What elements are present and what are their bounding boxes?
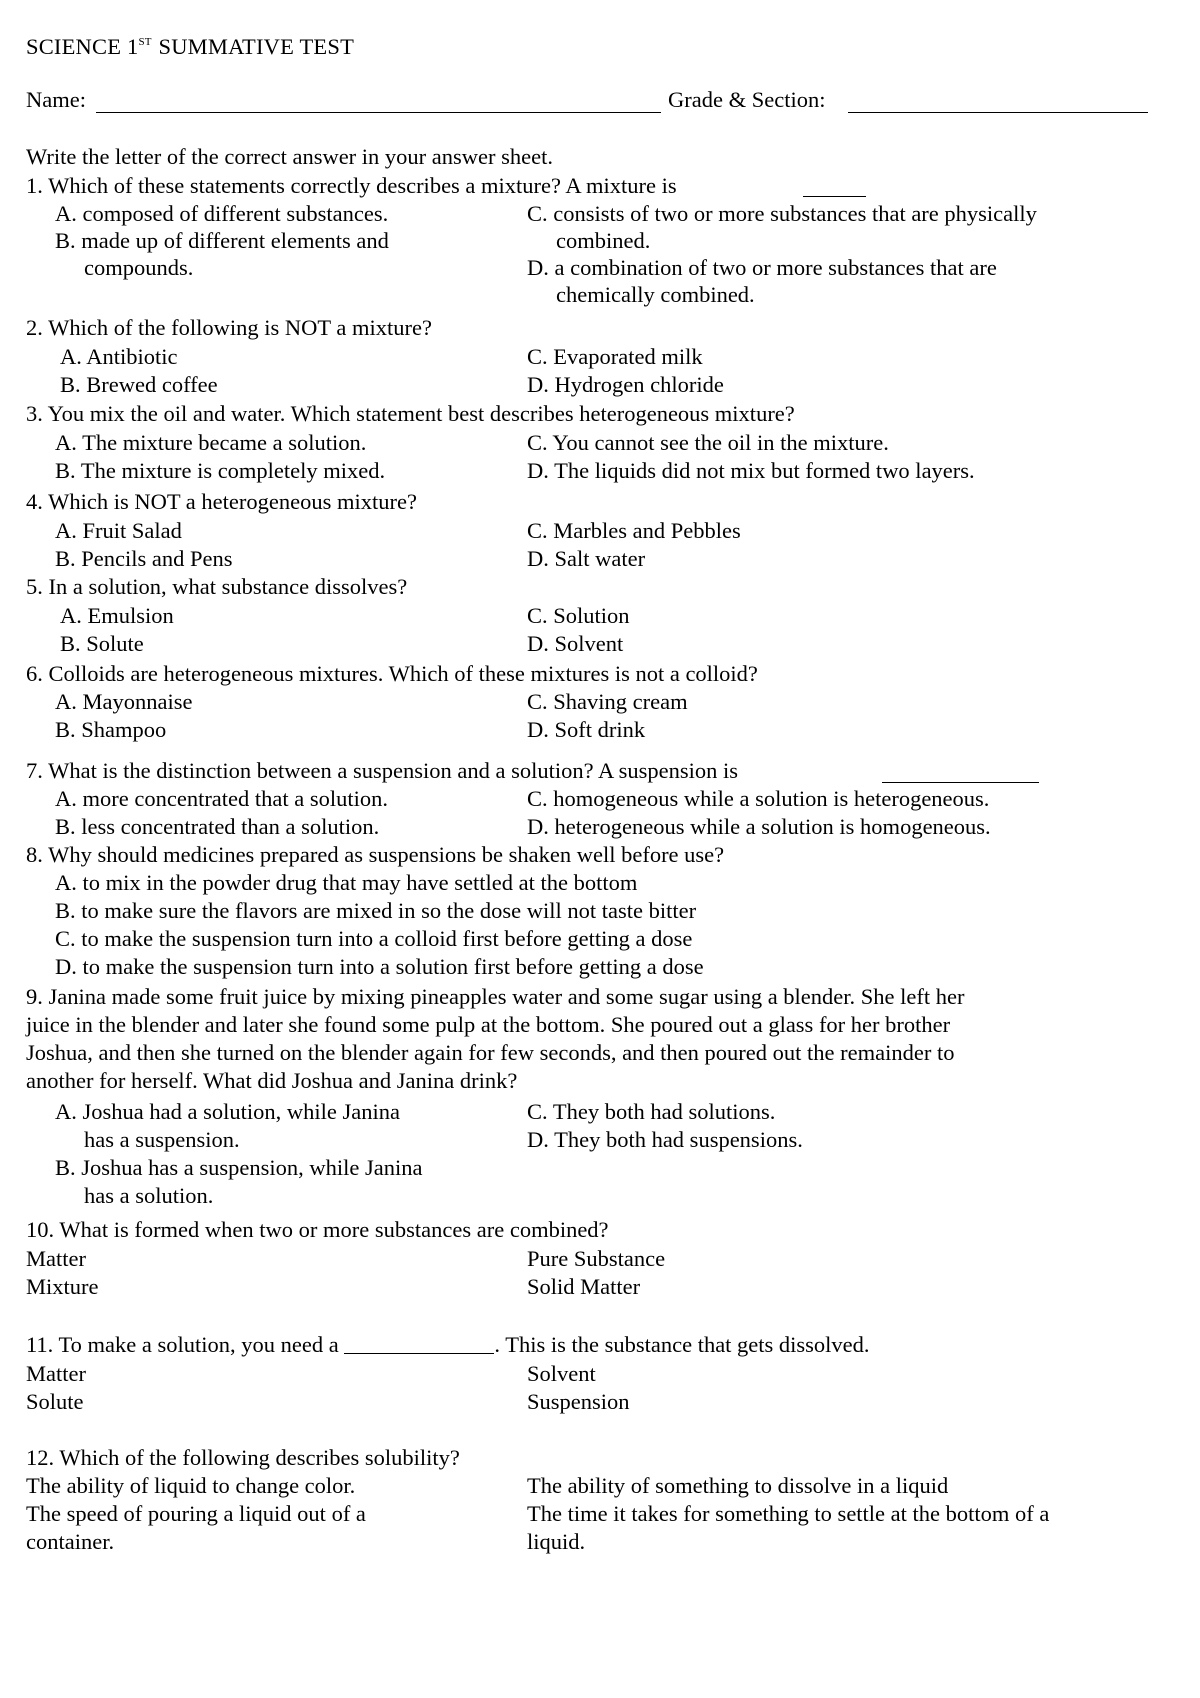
question-9-option-b-cont: has a solution. bbox=[84, 1183, 214, 1208]
question-7-option-c: C. homogeneous while a solution is heterogeneous. bbox=[527, 786, 990, 811]
question-3-option-b: B. The mixture is completely mixed. bbox=[55, 458, 386, 483]
question-10-stem: 10. What is formed when two or more substances are combined? bbox=[26, 1217, 609, 1242]
question-5-option-a: A. Emulsion bbox=[60, 603, 174, 628]
question-8-option-d: D. to make the suspension turn into a solution first before getting a dose bbox=[55, 954, 704, 979]
question-7-option-a: A. more concentrated that a solution. bbox=[55, 786, 389, 811]
question-10-option-c: Pure Substance bbox=[527, 1246, 666, 1271]
question-2-option-d: D. Hydrogen chloride bbox=[527, 372, 724, 397]
name-label: Name: bbox=[26, 87, 86, 112]
question-12-option-c: The ability of something to dissolve in a liquid bbox=[527, 1473, 949, 1498]
question-9-option-a: A. Joshua had a solution, while Janina bbox=[55, 1099, 400, 1124]
question-9-stem-line-3: Joshua, and then she turned on the blender again for few seconds, and then poured out the remainder to bbox=[26, 1040, 955, 1065]
question-8-option-b: B. to make sure the flavors are mixed in so the dose will not taste bitter bbox=[55, 898, 697, 923]
question-12-option-b-cont: container. bbox=[26, 1529, 115, 1554]
question-4-option-b: B. Pencils and Pens bbox=[55, 546, 233, 571]
question-1-stem: 1. Which of these statements correctly describes a mixture? A mixture is bbox=[26, 173, 677, 198]
grade-section-field[interactable] bbox=[848, 112, 1148, 113]
question-12-option-a: The ability of liquid to change color. bbox=[26, 1473, 356, 1498]
question-6-stem: 6. Colloids are heterogeneous mixtures. Which of these mixtures is not a colloid? bbox=[26, 661, 758, 686]
instructions: Write the letter of the correct answer in your answer sheet. bbox=[26, 144, 553, 169]
question-12-stem: 12. Which of the following describes solubility? bbox=[26, 1445, 460, 1470]
question-11-blank bbox=[344, 1333, 494, 1354]
question-5-option-d: D. Solvent bbox=[527, 631, 624, 656]
question-1-option-d: D. a combination of two or more substances that are bbox=[527, 255, 997, 280]
question-7-blank bbox=[882, 782, 1039, 783]
question-2-option-c: C. Evaporated milk bbox=[527, 344, 703, 369]
question-10-option-d: Solid Matter bbox=[527, 1274, 641, 1299]
question-4-option-c: C. Marbles and Pebbles bbox=[527, 518, 741, 543]
question-4-stem: 4. Which is NOT a heterogeneous mixture? bbox=[26, 489, 417, 514]
question-7-option-b: B. less concentrated than a solution. bbox=[55, 814, 380, 839]
question-5-option-b: B. Solute bbox=[60, 631, 144, 656]
question-2-option-b: B. Brewed coffee bbox=[60, 372, 218, 397]
question-7-option-d: D. heterogeneous while a solution is homogeneous. bbox=[527, 814, 991, 839]
question-6-option-d: D. Soft drink bbox=[527, 717, 646, 742]
question-5-option-c: C. Solution bbox=[527, 603, 630, 628]
question-3-option-c: C. You cannot see the oil in the mixture. bbox=[527, 430, 889, 455]
question-11-option-c: Solvent bbox=[527, 1361, 596, 1386]
question-11-option-a: Matter bbox=[26, 1361, 86, 1386]
question-11-option-d: Suspension bbox=[527, 1389, 630, 1414]
question-9-option-c: C. They both had solutions. bbox=[527, 1099, 776, 1124]
question-6-option-b: B. Shampoo bbox=[55, 717, 167, 742]
question-9-stem-line-4: another for herself. What did Joshua and Janina drink? bbox=[26, 1068, 518, 1093]
question-8-option-a: A. to mix in the powder drug that may have settled at the bottom bbox=[55, 870, 638, 895]
question-9-option-d: D. They both had suspensions. bbox=[527, 1127, 803, 1152]
question-1-blank bbox=[803, 196, 866, 197]
question-8-option-c: C. to make the suspension turn into a colloid first before getting a dose bbox=[55, 926, 693, 951]
grade-section-label: Grade & Section: bbox=[668, 87, 826, 112]
question-6-option-c: C. Shaving cream bbox=[527, 689, 688, 714]
question-12-option-b: The speed of pouring a liquid out of a bbox=[26, 1501, 366, 1526]
question-3-option-a: A. The mixture became a solution. bbox=[55, 430, 367, 455]
question-11-option-b: Solute bbox=[26, 1389, 84, 1414]
question-1-option-c-cont: combined. bbox=[556, 228, 651, 253]
name-field[interactable] bbox=[96, 112, 661, 113]
question-4-option-d: D. Salt water bbox=[527, 546, 646, 571]
question-2-stem: 2. Which of the following is NOT a mixture? bbox=[26, 315, 432, 340]
question-6-option-a: A. Mayonnaise bbox=[55, 689, 193, 714]
question-9-stem-line-1: 9. Janina made some fruit juice by mixing pineapples water and some sugar using a blender. She left her bbox=[26, 984, 965, 1009]
question-1-option-a: A. composed of different substances. bbox=[55, 201, 389, 226]
page-title: SCIENCE 1ST SUMMATIVE TEST bbox=[26, 34, 355, 59]
question-3-option-d: D. The liquids did not mix but formed two layers. bbox=[527, 458, 975, 483]
question-11-stem: 11. To make a solution, you need a . This is the substance that gets dissolved. bbox=[26, 1332, 870, 1357]
question-1-option-d-cont: chemically combined. bbox=[556, 282, 755, 307]
question-2-option-a: A. Antibiotic bbox=[60, 344, 178, 369]
question-7-stem: 7. What is the distinction between a suspension and a solution? A suspension is bbox=[26, 758, 739, 783]
question-1-option-b: B. made up of different elements and bbox=[55, 228, 389, 253]
question-12-option-d-cont: liquid. bbox=[527, 1529, 586, 1554]
question-3-stem: 3. You mix the oil and water. Which statement best describes heterogeneous mixture? bbox=[26, 401, 795, 426]
question-8-stem: 8. Why should medicines prepared as suspensions be shaken well before use? bbox=[26, 842, 725, 867]
question-12-option-d: The time it takes for something to settle at the bottom of a bbox=[527, 1501, 1050, 1526]
question-9-option-b: B. Joshua has a suspension, while Janina bbox=[55, 1155, 423, 1180]
question-9-stem-line-2: juice in the blender and later she found some pulp at the bottom. She poured out a glass for her brother bbox=[26, 1012, 951, 1037]
question-10-option-a: Matter bbox=[26, 1246, 86, 1271]
question-4-option-a: A. Fruit Salad bbox=[55, 518, 182, 543]
question-9-option-a-cont: has a suspension. bbox=[84, 1127, 240, 1152]
question-1-option-b-cont: compounds. bbox=[84, 255, 194, 280]
question-10-option-b: Mixture bbox=[26, 1274, 99, 1299]
question-1-option-c: C. consists of two or more substances that are physically bbox=[527, 201, 1037, 226]
question-5-stem: 5. In a solution, what substance dissolves? bbox=[26, 574, 408, 599]
